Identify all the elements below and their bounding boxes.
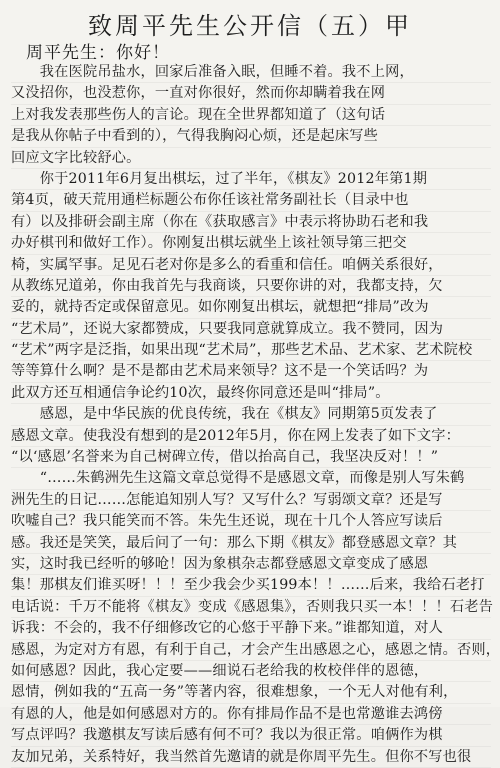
letter-greeting: 周平先生：你好！ [26, 43, 170, 63]
letter-line: 友加兄弟，关系特好，我当然首先邀请的就是你周平先生。但你不写也很 [11, 747, 491, 768]
letter-line: 又没招你，也没惹你，一直对你很好，然而你却瞒着我在网 [11, 83, 491, 104]
letter-line: 等等算什么啊？是不是都由艺术局来领导？这不是一个笑话吗？为 [11, 361, 491, 382]
letter-line: 如何感恩？因此，我心定要——细说石老给我的枚校伴伴的恩德， [11, 661, 491, 682]
letter-line: 诉我：不会的，我不仔细修改它的心悠于平静下来。”谁都知道，对人 [11, 618, 491, 639]
letter-title: 致周平先生公开信（五）甲 [88, 12, 412, 40]
letter-line: 椅，实属罕事。足见石老对你是多么的看重和信任。咱俩关系很好， [11, 255, 491, 276]
letter-line: 洲先生的日记……怎能追知别人写？又写什么？写弱颂文章？还是写 [11, 490, 491, 511]
letter-body [11, 62, 500, 768]
letter-line: 回应文字比较舒心。 [11, 148, 491, 169]
letter-line: “艺术”两字是泛指，如果出现“艺术局”，那些艺术品、艺术家、艺术院校 [11, 340, 491, 361]
letter-line: 写点评吗？我邀棋友写读后感有何不可？我以为很正常。咱俩作为棋 [11, 725, 491, 746]
letter-line: 此双方还互相通信争论约10次，最终你同意还是叫“排局”。 [11, 383, 491, 404]
letter-line: “艺术局”，还说大家都赞成，只要我同意就算成立。我不赞同，因为 [11, 319, 491, 340]
letter-line: 我在医院吊盐水，回家后准备入眠，但睡不着。我不上网， [11, 62, 491, 83]
letter-line: 你于2011年6月复出棋坛，过了半年，《棋友》2012年第1期 [11, 169, 491, 190]
letter-line: 感恩，是中华民族的优良传统，我在《棋友》同期第5页发表了 [11, 404, 491, 425]
letter-line: “以‘感恩’名誉来为自己树碑立传，借以抬高自己，我坚决反对！！” [11, 447, 491, 468]
letter-line: 上对我发表那些伤人的言论。现在全世界都知道了（这句话 [11, 105, 491, 126]
letter-line: 第4页，破天荒用通栏标题公布你任该社常务副社长（目录中也 [11, 190, 491, 211]
letter-line: 感恩，为定对方有恩，有利于自己，才会产生出感恩之心，感恩之情。否则， [11, 640, 491, 661]
letter-line: 感。我还是笑笑，最后问了一句：那么下期《棋友》都登感恩文章？其 [11, 533, 491, 554]
letter-line: 从教练兄道弟，你由我首先与我商谈，只要你讲的对，我都支持，欠 [11, 276, 491, 297]
letter-line: 实，这时我已经听的够呛！因为象棋杂志都登感恩文章变成了感恩 [11, 554, 491, 575]
letter-line: 办好棋刊和做好工作）。你刚复出棋坛就坐上该社领导第三把交 [11, 233, 491, 254]
letter-line: 吹嘘自己？我只能笑而不答。朱先生还说，现在十几个人答应写读后 [11, 511, 491, 532]
letter-line: 有恩的人，他是如何感恩对方的。你有排局作品不是也常邀谁去鸿傍 [11, 704, 491, 725]
letter-line: 集！那棋友们谁买呀！！！至少我会少买199本！！……后来，我给石老打 [11, 575, 491, 596]
letter-line: “……朱鹤洲先生这篇文章总觉得不是感恩文章，而像是别人写朱鹤 [11, 468, 491, 489]
letter-line: 有）以及排研会副主席（你在《获取感言》中表示将协助石老和我 [11, 212, 491, 233]
letter-line: 是我从你帖子中看到的），气得我胸闷心烦，还是起床写些 [11, 126, 491, 147]
letter-line: 感恩文章。使我没有想到的是2012年5月，你在网上发表了如下文字： [11, 426, 491, 447]
letter-line: 妥的，就持否定或保留意见。如你刚复出棋坛，就想把“排局”改为 [11, 297, 491, 318]
letter-line: 电话说：千万不能将《棋友》变成《感恩集》，否则我只买一本！！！石老告 [11, 597, 491, 618]
letter-line: 恩情，例如我的“五高一务”等著内容，很难想象，一个无人对他有利， [11, 682, 491, 703]
